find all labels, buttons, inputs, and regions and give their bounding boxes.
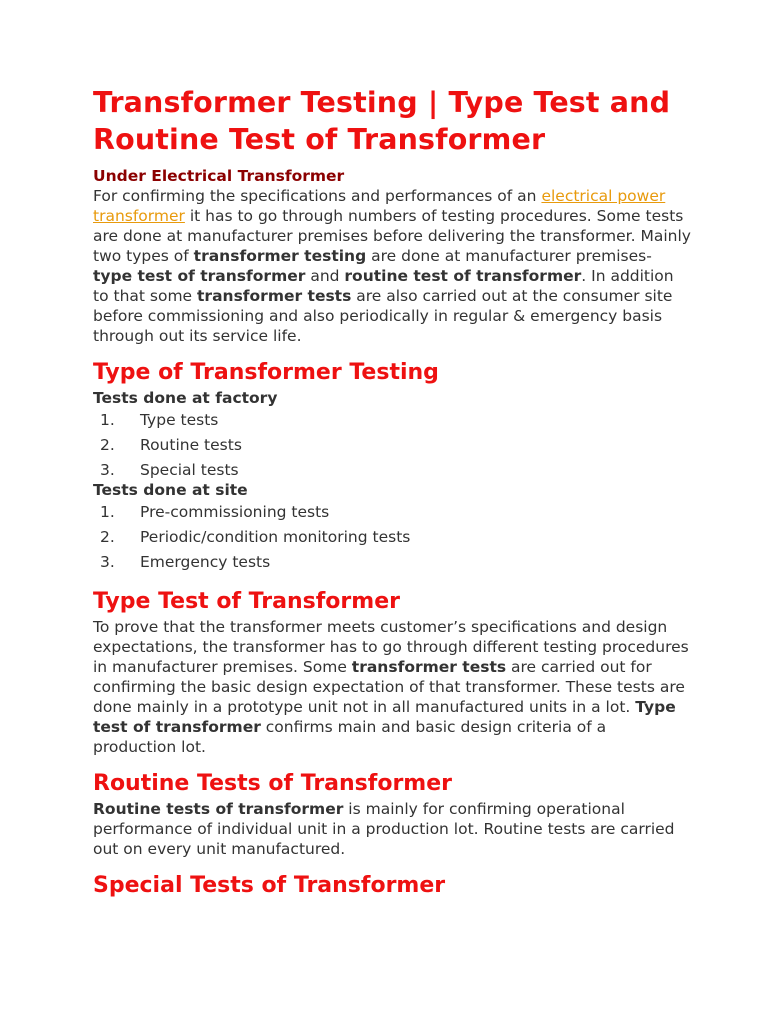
type-test-text-1: To prove that the transformer meets customer’s specifications and design expectations, the transformer has to go through different testing procedures in manufacturer premises. Some bbox=[93, 618, 689, 676]
intro-bold-1: transformer testing bbox=[193, 247, 367, 265]
list-number: 2. bbox=[100, 528, 115, 546]
list-item-label: Pre-commissioning tests bbox=[140, 503, 330, 521]
list-item bbox=[93, 500, 693, 525]
list-item-label: Routine tests bbox=[140, 436, 242, 454]
list-number: 3. bbox=[100, 553, 115, 571]
list-item bbox=[93, 460, 693, 480]
site-tests-list bbox=[93, 500, 693, 575]
electrical-power-transformer-link[interactable]: electrical power transformer bbox=[93, 187, 666, 225]
intro-text-6: are also carried out at the consumer site before commissioning and also periodically in regular & emergency basis through out its service life. bbox=[93, 287, 673, 345]
routine-test-bold-1: Routine tests of transformer bbox=[93, 800, 344, 818]
intro-text-3: are done at manufacturer premises- bbox=[366, 247, 652, 265]
intro-bold-2: type test of transformer bbox=[93, 267, 306, 285]
list-item-label: Type tests bbox=[140, 411, 219, 429]
intro-paragraph bbox=[93, 186, 693, 346]
list-item bbox=[93, 408, 693, 433]
list-number: 1. bbox=[100, 411, 115, 429]
page-title: Transformer Testing | Type Test and Routine Test of Transformer bbox=[93, 86, 671, 156]
category-label: Under Electrical Transformer bbox=[93, 167, 345, 185]
list-item-label: Periodic/condition monitoring tests bbox=[140, 528, 411, 546]
section-heading-special-test: Special Tests of Transformer bbox=[93, 873, 446, 898]
routine-test-paragraph bbox=[93, 799, 693, 859]
list-number: 3. bbox=[100, 461, 115, 479]
section-heading-types: Type of Transformer Testing bbox=[93, 360, 439, 385]
intro-text-1: For confirming the specifications and performances of an bbox=[93, 187, 542, 205]
intro-bold-4: transformer tests bbox=[197, 287, 352, 305]
list-item-label: Emergency tests bbox=[140, 553, 271, 571]
intro-text-2: it has to go through numbers of testing procedures. Some tests are done at manufacturer premises before delivering the transformer. Mainly two types of bbox=[93, 207, 691, 265]
section-heading-type-test: Type Test of Transformer bbox=[93, 589, 400, 614]
site-tests-caption: Tests done at site bbox=[93, 481, 248, 499]
list-item bbox=[93, 550, 693, 575]
routine-test-text-1: is mainly for confirming operational performance of individual unit in a production lot. Routine tests are carried out on every unit manufactured. bbox=[93, 800, 675, 858]
list-number: 1. bbox=[100, 503, 115, 521]
list-item-label: Special tests bbox=[140, 461, 239, 479]
factory-tests-list bbox=[93, 408, 693, 480]
intro-text-4: and bbox=[305, 267, 345, 285]
type-test-text-2: are carried out for confirming the basic design expectation of that transformer. These tests are done mainly in a prototype unit not in all manufactured units in a lot. bbox=[93, 658, 685, 716]
type-test-bold-2: Type test of transformer bbox=[93, 698, 676, 736]
type-test-bold-1: transformer tests bbox=[351, 658, 507, 676]
type-test-text-3: confirms main and basic design criteria of a production lot. bbox=[93, 718, 607, 756]
intro-bold-3: routine test of transformer bbox=[344, 267, 582, 285]
list-item bbox=[93, 525, 693, 550]
type-test-paragraph bbox=[93, 617, 693, 757]
article bbox=[93, 84, 693, 901]
section-heading-routine-test: Routine Tests of Transformer bbox=[93, 771, 453, 796]
factory-tests-caption: Tests done at factory bbox=[93, 389, 278, 407]
list-number: 2. bbox=[100, 436, 115, 454]
intro-text-5: . In addition to that some bbox=[93, 267, 674, 305]
list-item bbox=[93, 433, 693, 458]
